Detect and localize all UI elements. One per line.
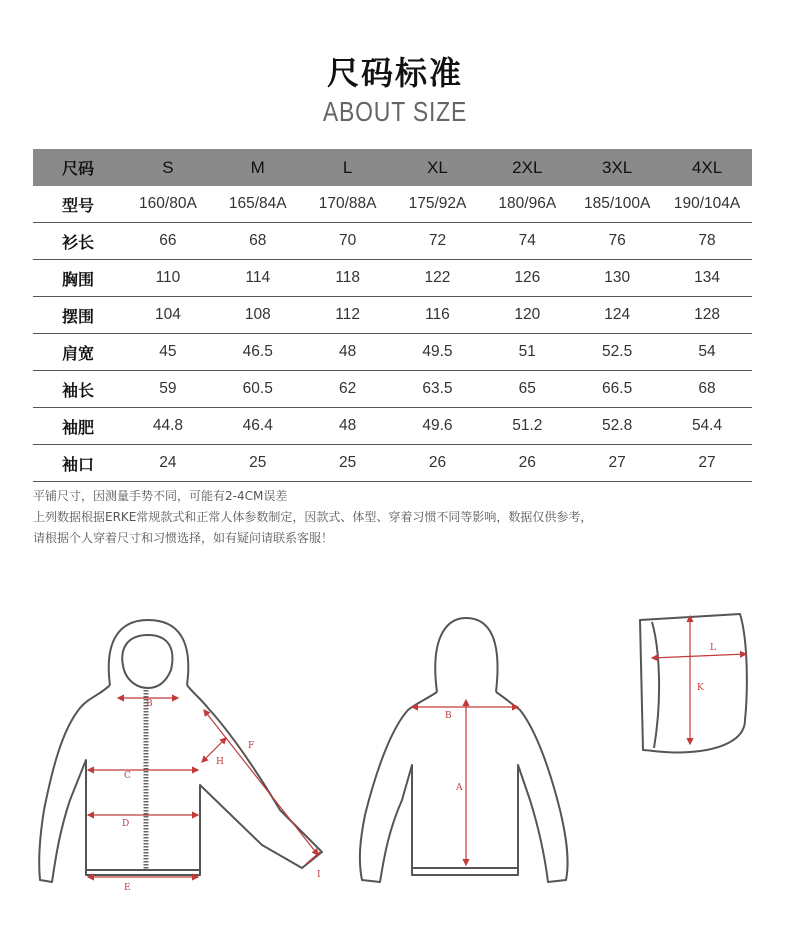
table-cell: 68 (662, 371, 752, 408)
row-label: 袖肥 (33, 408, 123, 445)
table-cell: 175/92A (393, 186, 483, 223)
table-cell: 25 (303, 445, 393, 482)
table-cell: 63.5 (393, 371, 483, 408)
table-row (33, 186, 752, 223)
table-cell: 24 (123, 445, 213, 482)
table-cell: 160/80A (123, 186, 213, 223)
table-cell: 70 (303, 223, 393, 260)
table-cell: 27 (572, 445, 662, 482)
table-cell: 59 (123, 371, 213, 408)
label-d: D (122, 819, 130, 829)
note-line: 平铺尺寸，因测量手势不同，可能有2-4CM误差 (33, 489, 288, 503)
table-row (33, 371, 752, 408)
table-row (33, 445, 752, 482)
measurement-diagram (0, 600, 790, 900)
size-header: M (213, 149, 303, 186)
row-label: 摆围 (33, 297, 123, 334)
corner-label: 尺码 (33, 149, 123, 186)
table-cell: 120 (482, 297, 572, 334)
table-cell: 185/100A (572, 186, 662, 223)
table-cell: 104 (123, 297, 213, 334)
label-e: E (124, 883, 131, 893)
label-b-back: B (445, 711, 452, 721)
row-label: 衫长 (33, 223, 123, 260)
size-header: 4XL (662, 149, 752, 186)
label-a: A (456, 783, 463, 793)
table-cell: 46.4 (213, 408, 303, 445)
table-cell: 114 (213, 260, 303, 297)
note-line: 请根据个人穿着尺寸和习惯选择，如有疑问请联系客服！ (33, 531, 334, 545)
label-i: I (317, 870, 321, 880)
label-c: C (124, 771, 131, 781)
label-l: L (710, 643, 716, 653)
table-row (33, 408, 752, 445)
table-cell: 180/96A (482, 186, 572, 223)
table-cell: 51 (482, 334, 572, 371)
back-jacket-outline (360, 618, 568, 882)
table-cell: 112 (303, 297, 393, 334)
table-cell: 122 (393, 260, 483, 297)
page-title: 尺码标准 (326, 54, 463, 92)
table-cell: 65 (482, 371, 572, 408)
table-cell: 130 (572, 260, 662, 297)
table-cell: 128 (662, 297, 752, 334)
row-label: 肩宽 (33, 334, 123, 371)
table-cell: 72 (393, 223, 483, 260)
page-subtitle: ABOUT SIZE (322, 96, 468, 127)
table-cell: 49.5 (393, 334, 483, 371)
row-label: 型号 (33, 186, 123, 223)
table-cell: 25 (213, 445, 303, 482)
row-label: 胸围 (33, 260, 123, 297)
table-cell: 26 (393, 445, 483, 482)
table-cell: 124 (572, 297, 662, 334)
size-table-header (33, 149, 752, 186)
table-cell: 118 (303, 260, 393, 297)
table-row (33, 334, 752, 371)
table-cell: 26 (482, 445, 572, 482)
table-cell: 126 (482, 260, 572, 297)
back-measure-lines (412, 700, 518, 865)
table-cell: 49.6 (393, 408, 483, 445)
label-f: F (248, 741, 255, 751)
table-row (33, 297, 752, 334)
size-notes (33, 486, 592, 549)
size-header: 2XL (482, 149, 572, 186)
table-cell: 27 (662, 445, 752, 482)
front-jacket-outline (39, 620, 322, 882)
table-cell: 134 (662, 260, 752, 297)
table-cell: 190/104A (662, 186, 752, 223)
hood-outline (640, 614, 747, 753)
size-table (33, 149, 752, 482)
table-cell: 45 (123, 334, 213, 371)
table-cell: 78 (662, 223, 752, 260)
note-line: 上列数据根据ERKE常规款式和正常人体参数制定，因款式、体型、穿着习惯不同等影响，数据仅供参考， (33, 510, 593, 524)
size-header: L (303, 149, 393, 186)
table-cell: 110 (123, 260, 213, 297)
label-h: H (216, 757, 224, 767)
table-cell: 48 (303, 334, 393, 371)
table-cell: 46.5 (213, 334, 303, 371)
table-cell: 52.8 (572, 408, 662, 445)
size-header: S (123, 149, 213, 186)
table-cell: 74 (482, 223, 572, 260)
table-cell: 54 (662, 334, 752, 371)
table-cell: 60.5 (213, 371, 303, 408)
table-cell: 76 (572, 223, 662, 260)
table-row (33, 260, 752, 297)
table-cell: 52.5 (572, 334, 662, 371)
table-cell: 170/88A (303, 186, 393, 223)
table-row (33, 223, 752, 260)
table-cell: 44.8 (123, 408, 213, 445)
table-cell: 54.4 (662, 408, 752, 445)
label-k: K (697, 683, 704, 693)
table-cell: 165/84A (213, 186, 303, 223)
label-b: B (146, 699, 153, 709)
size-header: XL (393, 149, 483, 186)
table-cell: 51.2 (482, 408, 572, 445)
table-cell: 66 (123, 223, 213, 260)
table-cell: 116 (393, 297, 483, 334)
table-cell: 66.5 (572, 371, 662, 408)
table-cell: 62 (303, 371, 393, 408)
table-cell: 48 (303, 408, 393, 445)
table-cell: 108 (213, 297, 303, 334)
row-label: 袖长 (33, 371, 123, 408)
hood-measure-lines (652, 616, 746, 744)
table-cell: 68 (213, 223, 303, 260)
row-label: 袖口 (33, 445, 123, 482)
size-header: 3XL (572, 149, 662, 186)
